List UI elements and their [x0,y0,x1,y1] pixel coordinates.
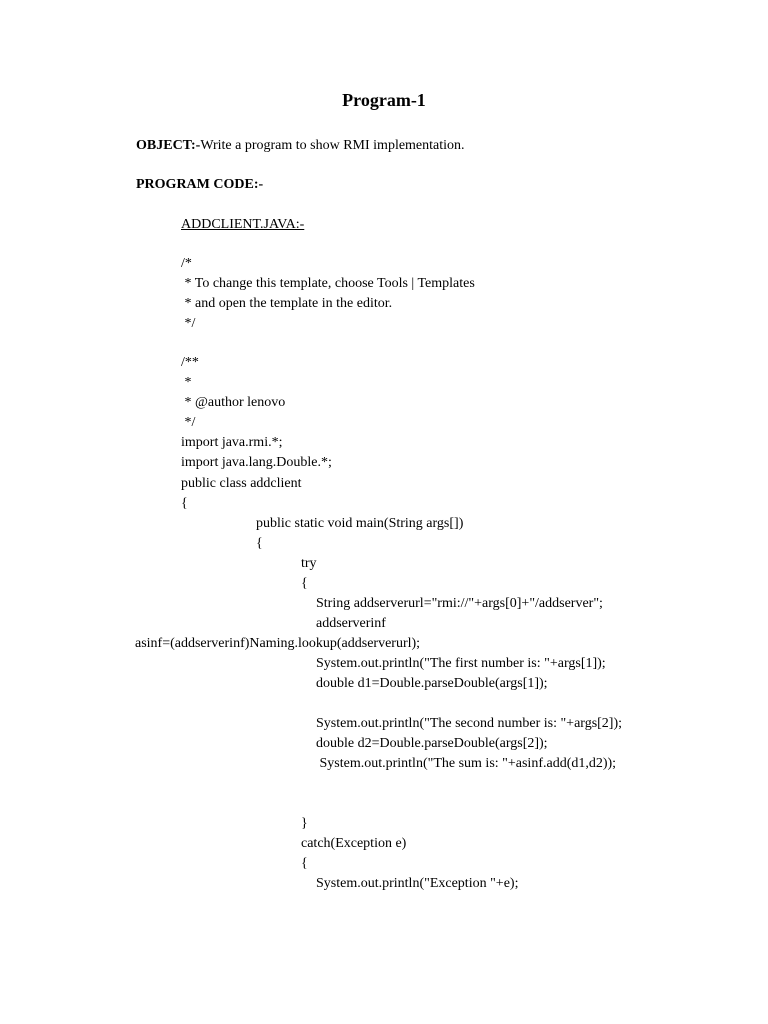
code-line: addserverinf [316,616,386,631]
code-line: String addserverurl="rmi://"+args[0]+"/addserver"; [316,596,603,611]
code-line: * and open the template in the editor. [181,296,393,311]
code-line: */ [181,316,196,331]
code-line: asinf=(addserverinf)Naming.lookup(addserverurl); [135,636,421,651]
code-line: { [181,496,188,511]
code-line: * [181,375,192,390]
code-line: public class addclient [181,476,302,491]
code-line: double d1=Double.parseDouble(args[1]); [316,676,548,691]
code-line: System.out.println("Exception "+e); [316,876,519,891]
code-line: import java.lang.Double.*; [181,455,332,470]
object-text: Write a program to show RMI implementation. [200,138,465,153]
code-line: try [301,556,317,571]
program-code-label: PROGRAM CODE:- [136,177,264,192]
code-line: { [301,856,308,871]
code-line: */ [181,415,196,430]
code-line: System.out.println("The first number is: "+args[1]); [316,656,606,671]
code-line: { [256,536,263,551]
code-line: import java.rmi.*; [181,435,283,450]
code-line: /** [181,355,199,370]
code-line: double d2=Double.parseDouble(args[2]); [316,736,548,751]
code-line: public static void main(String args[]) [256,516,464,531]
code-line: * @author lenovo [181,395,286,410]
code-line: catch(Exception e) [301,836,407,851]
page-title: Program-1 [342,90,426,110]
code-line: System.out.println("The second number is: "+args[2]); [316,716,623,731]
code-line: System.out.println("The sum is: "+asinf.add(d1,d2)); [316,756,617,771]
code-line: { [301,576,308,591]
object-label: OBJECT:- [136,138,201,153]
file-heading: ADDCLIENT.JAVA:- [181,217,305,232]
code-line: /* [181,256,192,271]
code-line: * To change this template, choose Tools | Templates [181,276,475,291]
code-line: } [301,816,308,831]
